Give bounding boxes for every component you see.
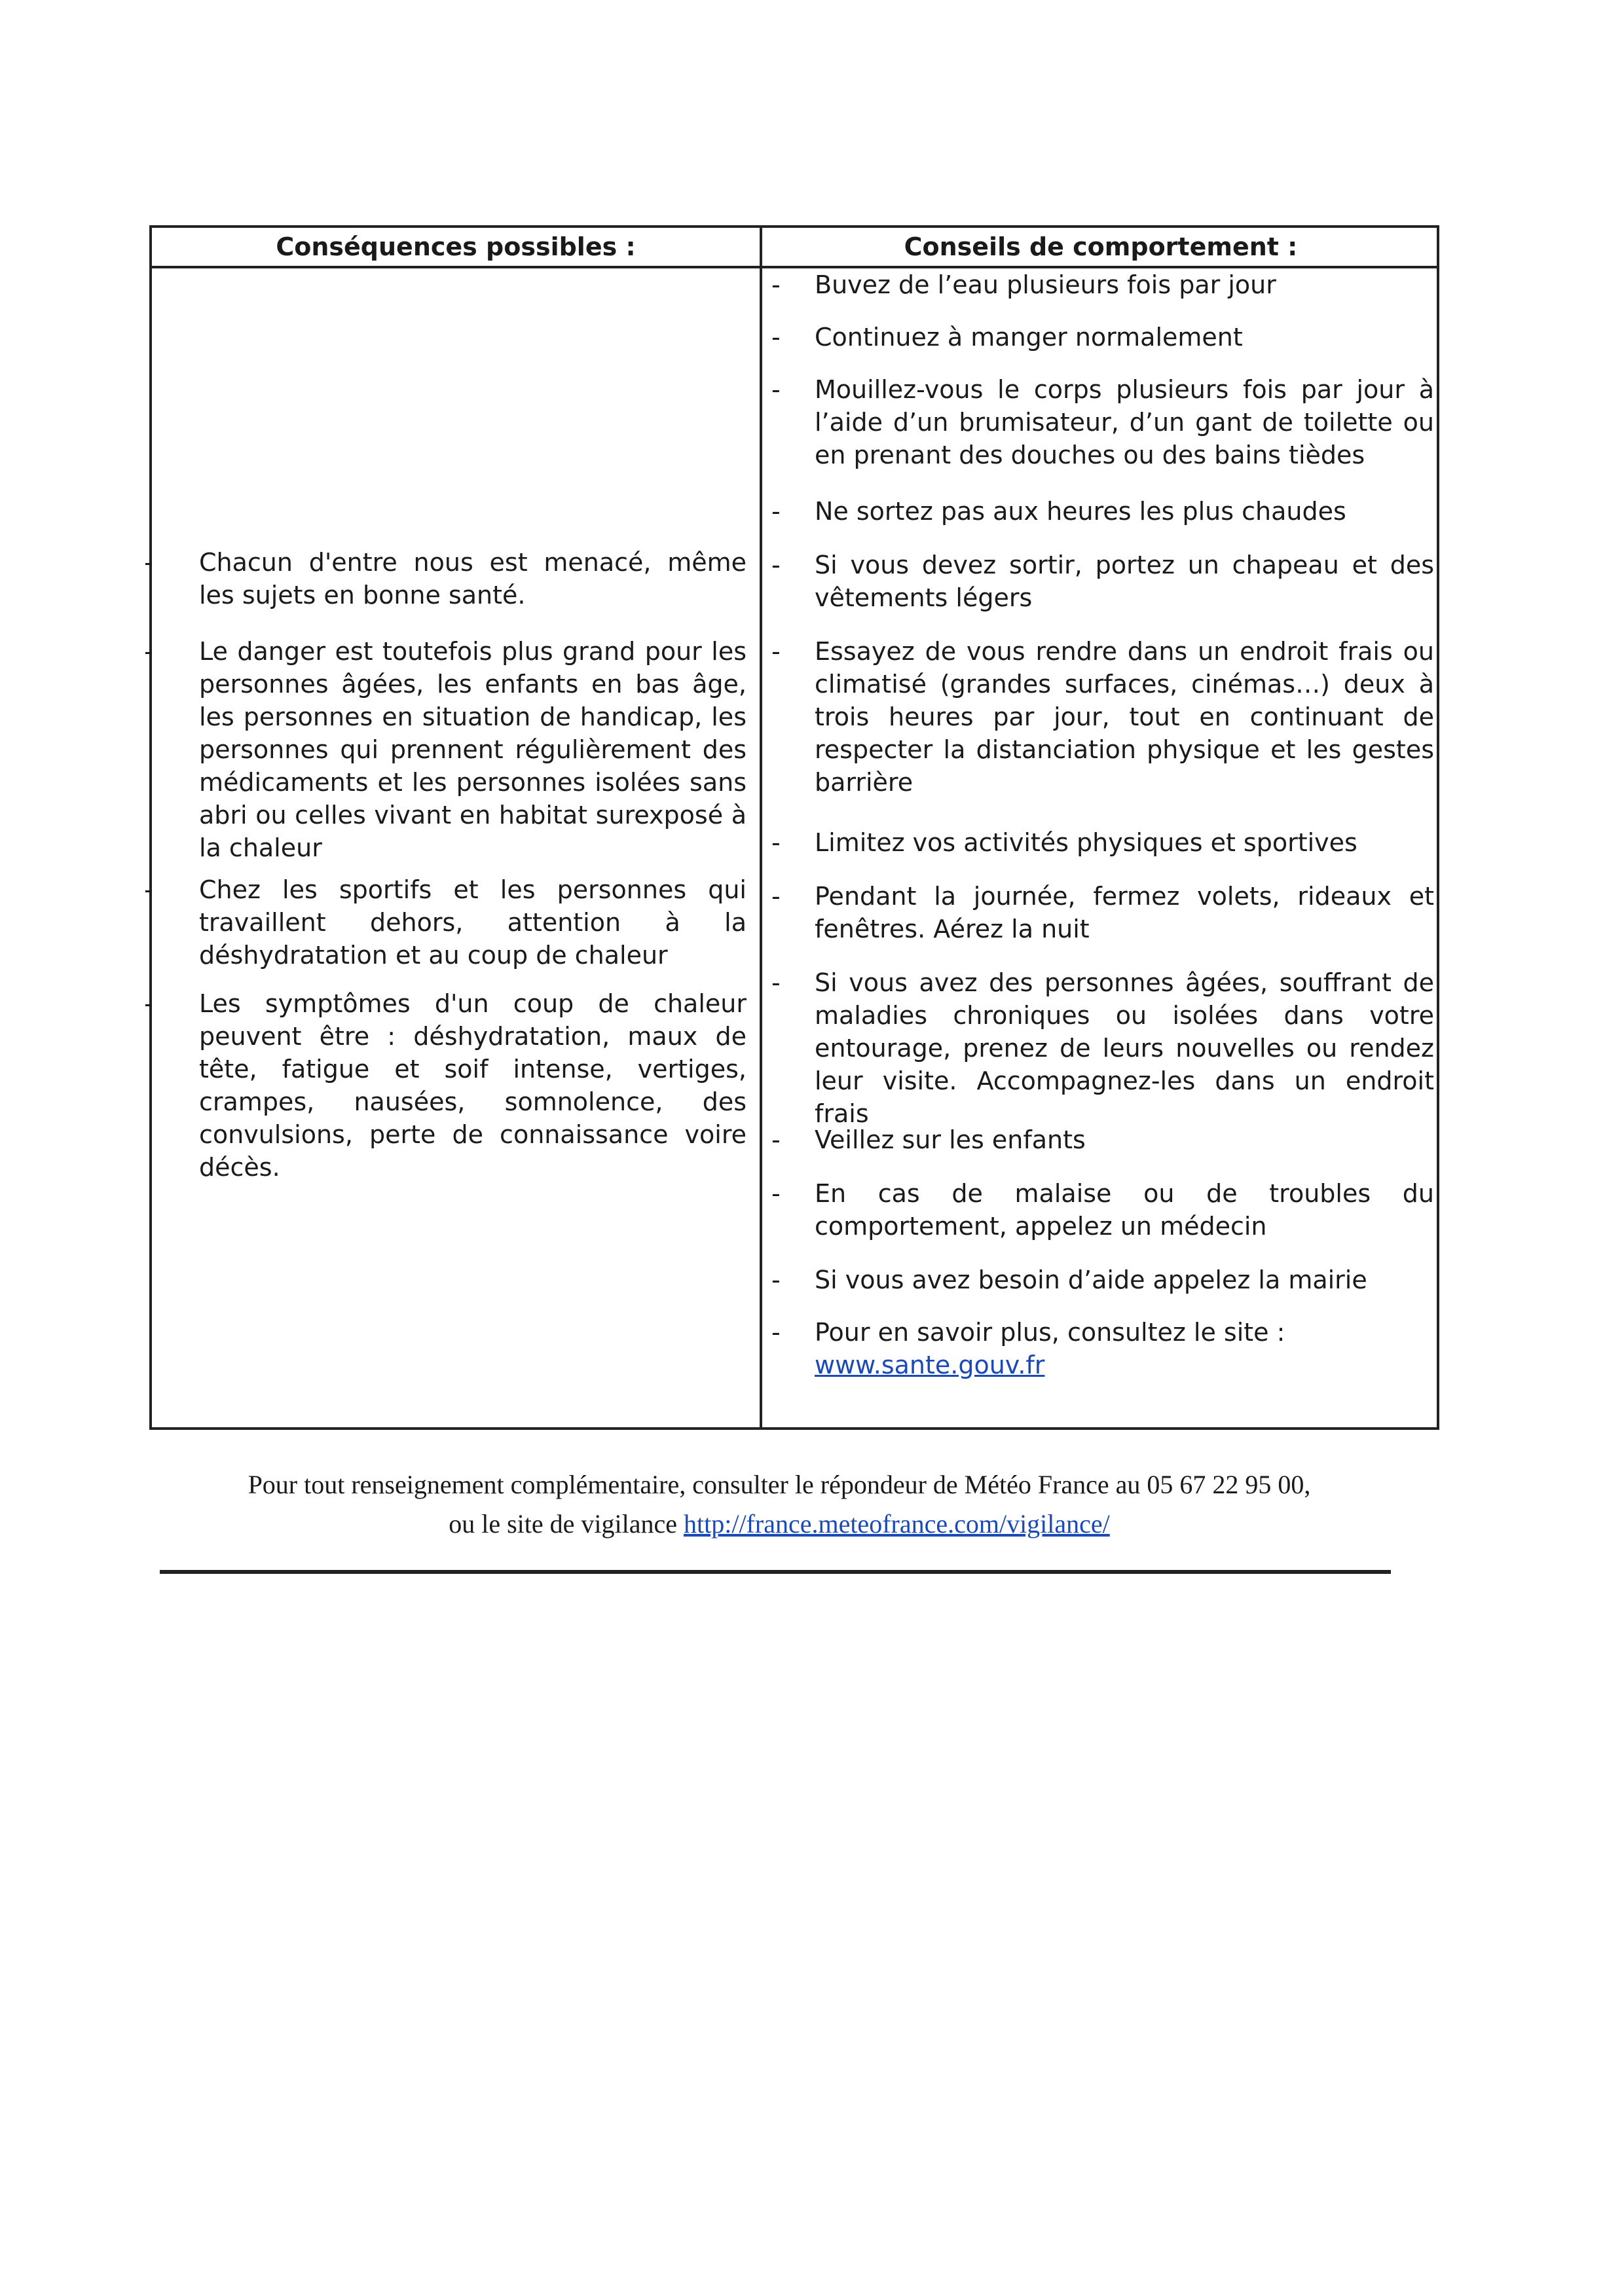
- footer-line-2: [144, 1504, 1414, 1544]
- consequence-item: Le danger est toutefois plus grand pour les personnes âgées, les enfants en bas âge, les personnes en situation de handicap, les personnes qui prennent régulièrement des médicaments et les personnes isolées sans abri ou celles vivant en habitat surexposé à la chaleur: [199, 637, 747, 862]
- list-bullet: -: [771, 1179, 781, 1208]
- advice-item: Pendant la journée, fermez volets, rideaux et fenêtres. Aérez la nuit: [815, 882, 1434, 943]
- website-prompt: Pour en savoir plus, consultez le site :: [815, 1318, 1285, 1347]
- sante-link[interactable]: www.sante.gouv.fr: [815, 1351, 1045, 1379]
- advice-column: [762, 268, 1437, 1427]
- advice-item: Si vous avez besoin d’aide appelez la mairie: [815, 1266, 1367, 1294]
- advice-item: Essayez de vous rendre dans un endroit frais ou climatisé (grandes surfaces, cinémas…) deux à trois heures par jour, tout en continuant de respecter la distanciation physique et les gestes barrière: [815, 637, 1434, 797]
- advice-item: Continuez à manger normalement: [815, 323, 1243, 352]
- footer-divider: [160, 1570, 1391, 1574]
- list-bullet: -: [144, 989, 153, 1018]
- list-bullet: -: [771, 551, 781, 579]
- list-bullet: -: [771, 828, 781, 857]
- advice-item: Veillez sur les enfants: [815, 1125, 1086, 1154]
- advice-table: [144, 225, 1439, 1430]
- consequences-column: [144, 268, 760, 1427]
- advice-item: Buvez de l’eau plusieurs fois par jour: [815, 270, 1276, 299]
- advice-item: En cas de malaise ou de troubles du comportement, appelez un médecin: [815, 1179, 1434, 1241]
- advice-item: Si vous devez sortir, portez un chapeau et des vêtements légers: [815, 551, 1434, 612]
- list-bullet: -: [771, 497, 781, 526]
- footer-line-2-prefix: ou le site de vigilance: [449, 1509, 677, 1539]
- consequences-header: Conséquences possibles :: [276, 232, 636, 261]
- advice-item-website: [815, 1316, 1434, 1381]
- list-bullet: -: [771, 323, 781, 352]
- list-bullet: -: [144, 548, 153, 577]
- list-bullet: -: [771, 1125, 781, 1154]
- meteofrance-vigilance-link[interactable]: http://france.meteofrance.com/vigilance/: [683, 1509, 1110, 1539]
- list-bullet: -: [771, 882, 781, 911]
- advice-header: Conseils de comportement :: [904, 232, 1298, 261]
- list-bullet: -: [771, 270, 781, 299]
- list-bullet: -: [771, 1318, 781, 1347]
- footer-line-1: Pour tout renseignement complémentaire, consulter le répondeur de Météo France au 05 67 22 95 00,: [248, 1470, 1311, 1499]
- consequence-item: Les symptômes d'un coup de chaleur peuvent être : déshydratation, maux de tête, fatigue et soif intense, vertiges, crampes, nausées, somnolence, des convulsions, perte de connaissance voire décès.: [199, 989, 747, 1182]
- list-bullet: -: [771, 375, 781, 404]
- advice-item: Si vous avez des personnes âgées, souffrant de maladies chroniques ou isolées dans votre entourage, prenez de leurs nouvelles ou rendez leur visite. Accompagnez-les dans un endroit frais: [815, 968, 1434, 1128]
- advice-item: Limitez vos activités physiques et sportives: [815, 828, 1357, 857]
- consequence-item: Chacun d'entre nous est menacé, même les sujets en bonne santé.: [199, 548, 747, 610]
- list-bullet: -: [144, 875, 153, 904]
- list-bullet: -: [144, 637, 153, 666]
- list-bullet: -: [771, 1266, 781, 1294]
- table-header-row: [152, 228, 1437, 268]
- advice-item: Mouillez-vous le corps plusieurs fois par jour à l’aide d’un brumisateur, d’un gant de toilette ou en prenant des douches ou des bains tièdes: [815, 375, 1434, 469]
- consequence-item: Chez les sportifs et les personnes qui travaillent dehors, attention à la déshydratation et au coup de chaleur: [199, 875, 747, 970]
- list-bullet: -: [771, 968, 781, 997]
- list-bullet: -: [771, 637, 781, 666]
- advice-item: Ne sortez pas aux heures les plus chaudes: [815, 497, 1346, 526]
- footer-note: [144, 1465, 1414, 1544]
